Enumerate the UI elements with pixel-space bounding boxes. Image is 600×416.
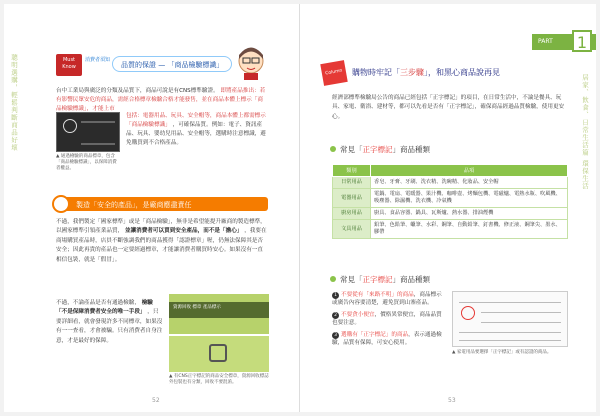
label-line bbox=[459, 302, 561, 303]
table-cell-items: 鉛筆、色鉛筆、蠟筆、水彩、鋼筆、自動鉛筆、釘書機、修正液、鋼筆尖、墨水、膠帶 bbox=[371, 220, 568, 239]
recycle-icon bbox=[209, 344, 227, 362]
sub1-prefix: 常見「 bbox=[340, 145, 363, 154]
label-line bbox=[459, 332, 561, 333]
table-cell-category: 日常用品 bbox=[333, 177, 371, 189]
table-cell-category: 廚房用品 bbox=[333, 208, 371, 220]
table-cell-items: 廚具、食品容器、鍋具、瓦斯爐、熱水器、排油煙機 bbox=[371, 208, 568, 220]
sub2-suffix: 」商品種類 bbox=[392, 275, 430, 284]
section-bullet-icon bbox=[52, 195, 70, 213]
sub2-em: 正字標記 bbox=[362, 275, 393, 284]
body1-bold: 並讓消費者可以買到安全產品，而不是「擔心」 bbox=[124, 228, 243, 235]
intro-paragraph: 經濟部標準檢驗局公告的商品已經包括「正字標記」的項目，在日常生活中，不論是餐具、玩具、家電、衛浴、建材等，都可以先看是否有「正字標記」，確保商品經過品質檢驗，使用更安心。 bbox=[332, 95, 565, 120]
inspection-label-photo bbox=[56, 112, 120, 152]
lead-highlight: 即將產品推出：若有影響民眾安危的商品，需經合格標章檢驗合格才能發售，並在商品本體上標示「商品檢驗標識」，才能上市 bbox=[56, 88, 266, 112]
table-header-items: 品項 bbox=[371, 165, 568, 177]
table-row bbox=[333, 220, 568, 239]
book-spread bbox=[4, 4, 596, 412]
list-item bbox=[332, 331, 444, 348]
table-cell-items: 電鍋、電扇、電暖器、果汁機、咖啡壺、烤麵包機、電磁爐、電熱水瓶、吹風機、吸塵器、除濕機、洗衣機、冷氣機 bbox=[371, 189, 568, 208]
part-label: PART bbox=[538, 38, 553, 45]
body2-bold: 檢驗「不是保障消費者安全的唯一手段」 bbox=[56, 300, 153, 316]
left-page bbox=[4, 4, 300, 412]
table-row bbox=[333, 189, 568, 208]
sub1-em: 正字標記 bbox=[362, 145, 393, 154]
bullet-dot-icon bbox=[330, 276, 336, 282]
label-line bbox=[481, 322, 561, 323]
body-paragraph-1 bbox=[56, 218, 268, 265]
tip-highlight: 不要貪小便宜 bbox=[341, 311, 375, 318]
part-tab bbox=[532, 34, 596, 50]
lead2-highlight: 包括：電器用品、玩具、安全帽等，商品本體上都需標示「商品檢驗標識」 bbox=[126, 113, 266, 128]
section-header-bar bbox=[54, 197, 268, 211]
mascot-face-icon bbox=[236, 46, 266, 80]
recycle-label-photo bbox=[169, 336, 269, 372]
sub2-prefix: 常見「 bbox=[340, 275, 363, 284]
section-title: 製造「安全的產品」，是廠商應盡責任 bbox=[76, 201, 192, 209]
label-line bbox=[481, 312, 561, 313]
tips-list bbox=[332, 291, 444, 350]
column-badge: Column bbox=[320, 60, 347, 86]
sub1-suffix: 」商品種類 bbox=[392, 145, 430, 154]
must-know-subtitle: 消費者須知 bbox=[85, 57, 111, 63]
left-sidebar-text: 聰明選購，輕鬆判斷商品好壞 bbox=[10, 54, 18, 152]
table-row bbox=[333, 177, 568, 189]
column-title-em: 三步驟 bbox=[400, 68, 424, 77]
right-page bbox=[300, 4, 596, 412]
body2-text: 不過，不論產品是否有通過檢驗， bbox=[56, 300, 140, 306]
tip-highlight: 不要從有「來路不明」的商品 bbox=[341, 292, 414, 298]
part-number: 1 bbox=[572, 30, 592, 52]
lead2-text: ，可確保品質。例如：電子、資訊產品、玩具、嬰幼兒用品、安全帽等，選購時注意標識，避免購買到不合格產品。 bbox=[126, 122, 266, 146]
table-row bbox=[333, 208, 568, 220]
body1-rest: ，我要在商場購買產品時，店員不斷強調我們的商品獲得「認證標章」喔，仍無法保障其是否安全；因此再貴的產品也一定要經過標章，才能讓消費者購買時安心。如果沒有一直相信包裝，就是「假冒」。 bbox=[56, 228, 267, 263]
body2-rest: ，只要詳細看，就會發現許多不同標章，如果沒有一一查看，才會被騙。只有消費者自身注意，才是最好的保障。 bbox=[56, 309, 163, 344]
list-item bbox=[332, 311, 444, 328]
must-know-title: 品質的保證 — 「商品檢驗標識」 bbox=[112, 56, 232, 72]
table-header-category: 類別 bbox=[333, 165, 371, 177]
category-table bbox=[332, 164, 568, 239]
subheading-categories bbox=[330, 144, 430, 155]
inspection-photo-caption: ▲ 通過檢驗的商品標章，包含「商品檢驗標識」，以保障消費者權益。 bbox=[56, 154, 117, 171]
product-label-photo bbox=[169, 294, 269, 334]
subheading-tips bbox=[330, 274, 430, 285]
column-header bbox=[322, 62, 574, 84]
lead-paragraph bbox=[56, 87, 266, 114]
lead-text: 台中工業局與廣泛的分類及品質下，商品可說是有CNS標準驗證。 bbox=[56, 88, 219, 94]
must-know-badge: Must Know bbox=[56, 54, 82, 76]
tip-number: 2 bbox=[332, 312, 339, 319]
tip-text: ，商品標示或廣告內容要清楚，避免買到山寨產品。 bbox=[332, 292, 442, 307]
bullet-dot-icon bbox=[330, 146, 336, 152]
table-cell-category: 文具用品 bbox=[333, 220, 371, 239]
tip-highlight: 選購有「正字標記」的商品 bbox=[341, 331, 409, 338]
list-item bbox=[332, 291, 444, 308]
table-cell-category: 電器用品 bbox=[333, 189, 371, 208]
tip-text: ，價格異常便宜，商品品質也要注意。 bbox=[332, 311, 442, 327]
product-photo-caption: ▲ 有CNS正字標記的商品安全標章，資源回收標誌外包裝也有分類，回收不要混淆。 bbox=[169, 374, 269, 385]
product-label-strip: 資源回收 標章 產品標示 bbox=[169, 302, 269, 318]
inspection-seal-icon bbox=[63, 119, 77, 133]
label-text-lines bbox=[81, 121, 115, 145]
right-sidebar-text: 居家、飲食、日常生活篇 環保生活 bbox=[581, 74, 589, 190]
body1-text: 不過，我們製定「國家標準」或是「商品檢驗」，無非是希望能提升廠商的製造標準，以國家標準引領產業品質， bbox=[56, 219, 266, 235]
right-page-number: 53 bbox=[448, 397, 456, 404]
tip-text: ，表示通過檢驗，品質有保障，可安心使用。 bbox=[332, 331, 442, 347]
column-title bbox=[352, 67, 500, 78]
body-paragraph-2 bbox=[56, 299, 164, 346]
column-title-prefix: 購物時牢記「 bbox=[352, 68, 400, 77]
tip-number: 3 bbox=[332, 332, 339, 339]
left-page-number: 52 bbox=[152, 397, 160, 404]
tip-number: 1 bbox=[332, 292, 339, 299]
appliance-label-photo bbox=[452, 291, 568, 347]
certification-stamp-icon bbox=[461, 306, 475, 320]
table-cell-items: 香皂、牙膏、牙刷、洗衣精、洗碗精、化妝品、安全帽 bbox=[371, 177, 568, 189]
column-title-suffix: 」，和黑心商品說再見 bbox=[424, 68, 500, 77]
label-line bbox=[459, 340, 561, 341]
appliance-photo-caption: ▲ 家電用品要選擇「正字標記」或有認證的商品。 bbox=[452, 350, 552, 355]
lead-paragraph-2 bbox=[126, 112, 266, 148]
